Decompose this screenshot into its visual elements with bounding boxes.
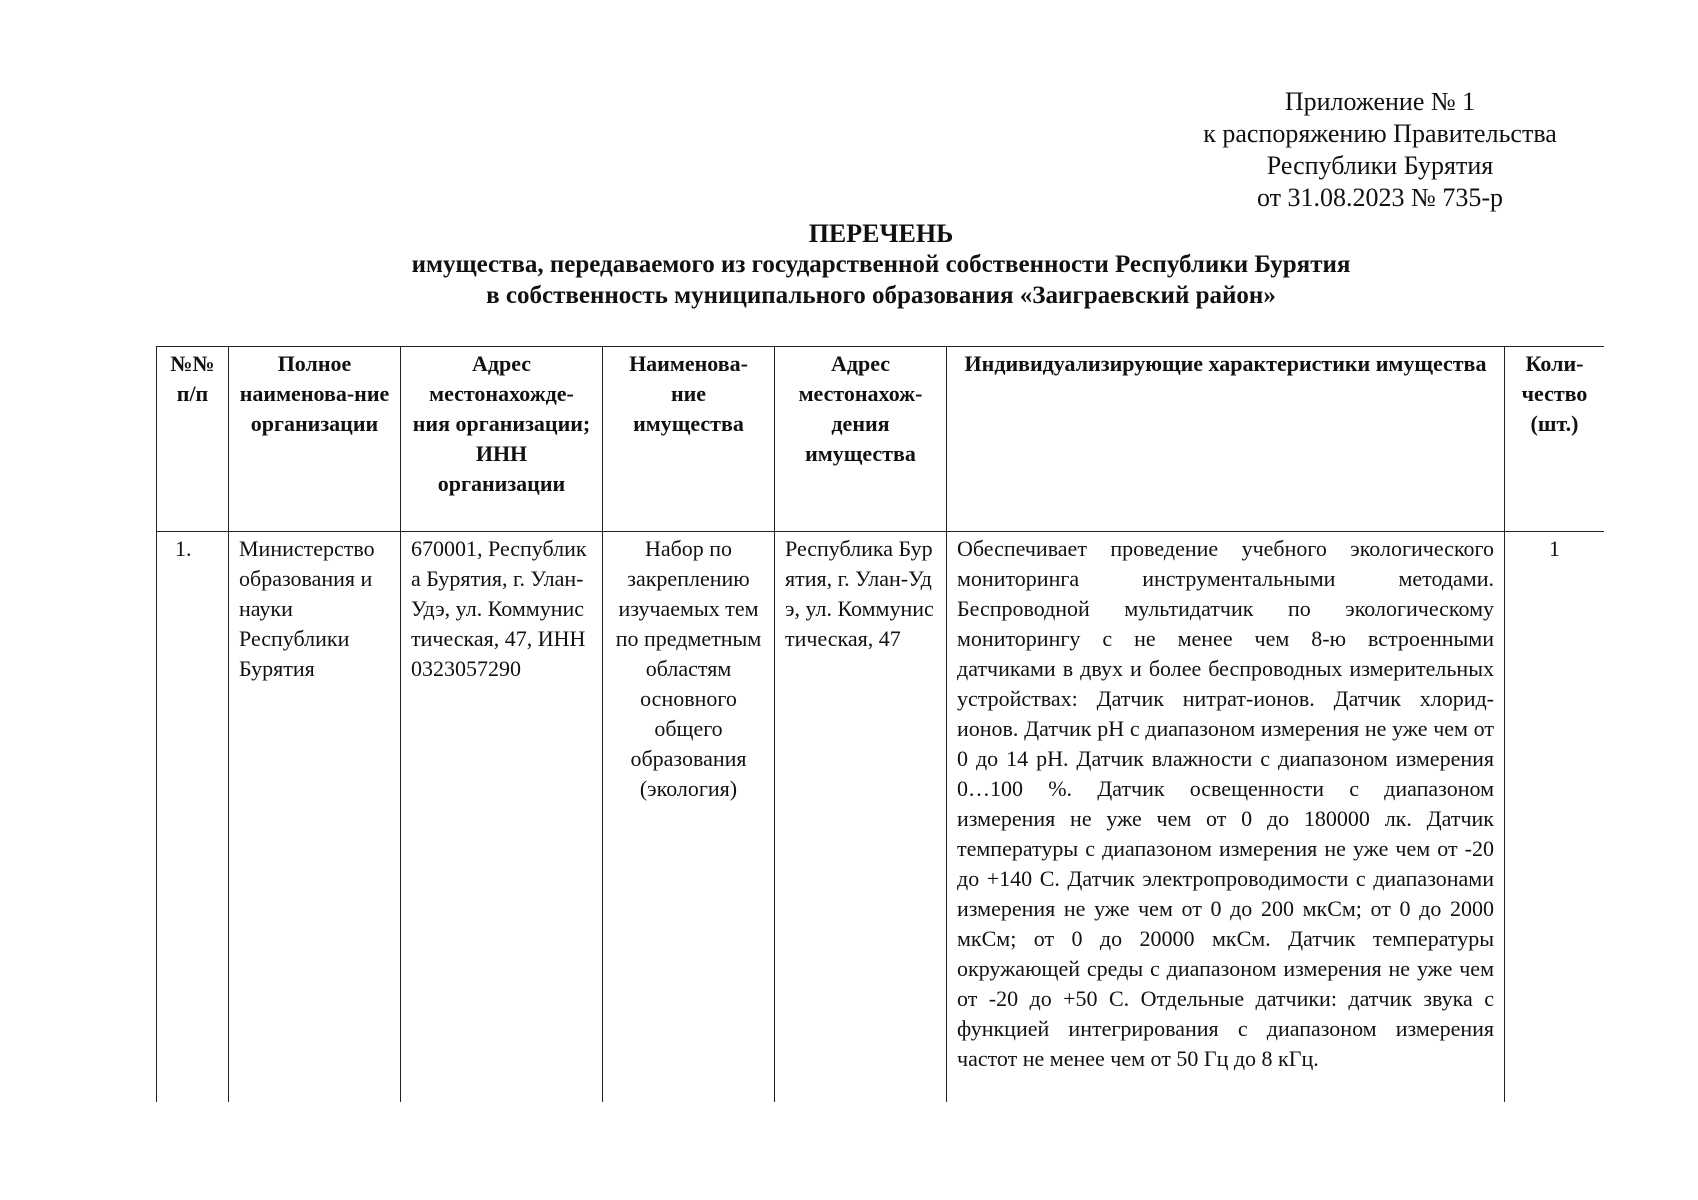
cell-organization-address: 670001, Республика Бурятия, г. Улан-Удэ, ул. Коммунистическая, 47, ИНН 0323057290	[401, 532, 603, 1103]
cell-quantity: 1	[1505, 532, 1605, 1103]
property-table-wrapper	[156, 346, 1604, 1102]
table-row	[157, 532, 1605, 1103]
cell-property-name: Набор по закреплению изучаемых тем по предметным областям основного общего образования (экология)	[603, 532, 775, 1103]
header-organization: Полное наименова-ние организации	[229, 347, 401, 532]
cell-characteristics: Обеспечивает проведение учебного экологического мониторинга инструментальными методами. Беспроводной мультидатчик по экологическому мониторингу с не менее чем 8-ю встроенными датчиками в двух и более беспроводных измерительных устройствах: Датчик нитрат-ионов. Датчик хлорид-ионов. Датчик pH с диапазоном измерения не уже чем от 0 до 14 pH. Датчик влажности с диапазоном измерения 0…100 %. Датчик освещенности с диапазоном измерения не уже чем от 0 до 180000 лк. Датчик температуры с диапазоном измерения не уже чем от -20 до +140 С. Датчик электропроводимости с диапазонами измерения не уже чем от 0 до 200 мкСм; от 0 до 2000 мкСм; от 0 до 20000 мкСм. Датчик температуры окружающей среды с диапазоном измерения не уже чем от -20 до +50 С. Отдельные датчики: датчик звука с функцией интегрирования с диапазоном измерения частот не менее чем от 50 Гц до 8 кГц.	[947, 532, 1505, 1103]
cell-property-address: Республика Бурятия, г. Улан-Удэ, ул. Коммунистическая, 47	[775, 532, 947, 1103]
appendix-header	[1120, 86, 1640, 214]
document-title	[156, 218, 1606, 311]
header-organization-address: Адрес местонахожде-ния организации; ИНН организации	[401, 347, 603, 532]
cell-number: 1.	[157, 532, 229, 1103]
property-table	[156, 346, 1604, 1102]
appendix-line-4: от 31.08.2023 № 735-р	[1257, 183, 1503, 212]
appendix-line-1: Приложение № 1	[1284, 87, 1476, 116]
table-header-row	[157, 347, 1605, 532]
appendix-line-3: Республики Бурятия	[1266, 151, 1494, 180]
title-line-2: имущества, передаваемого из государственной собственности Республики Бурятия	[411, 251, 1351, 278]
header-property-address: Адрес местонахож-дения имущества	[775, 347, 947, 532]
header-quantity: Коли-чество (шт.)	[1505, 347, 1605, 532]
header-property-name: Наименова-ние имущества	[603, 347, 775, 532]
header-number: №№ п/п	[157, 347, 229, 532]
title-main: ПЕРЕЧЕНЬ	[808, 219, 954, 248]
appendix-line-2: к распоряжению Правительства	[1203, 119, 1557, 148]
header-characteristics: Индивидуализирующие характеристики имущества	[947, 347, 1505, 532]
title-line-3: в собственность муниципального образования «Заиграевский район»	[486, 282, 1276, 309]
cell-organization: Министерство образования и науки Республики Бурятия	[229, 532, 401, 1103]
